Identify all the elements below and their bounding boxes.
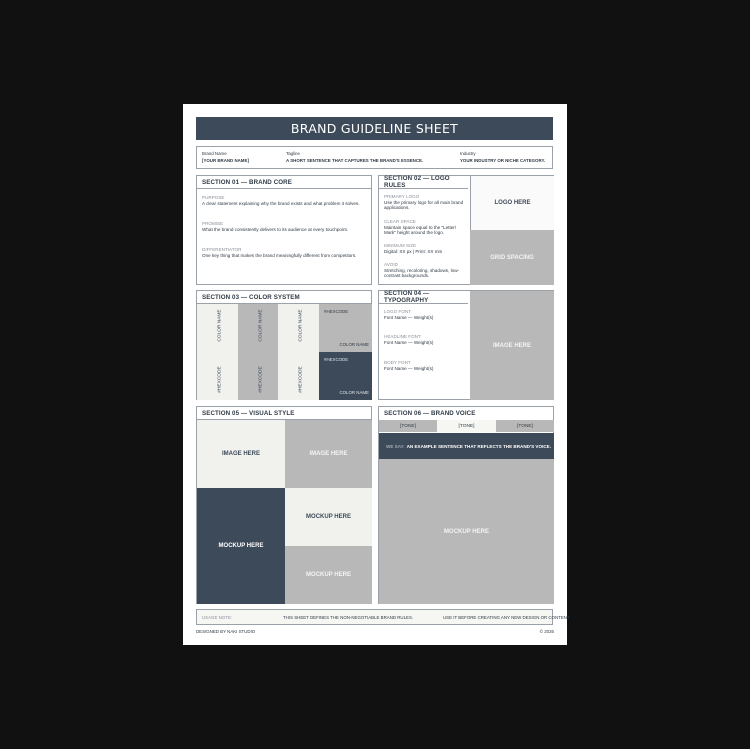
section-06-title: SECTION 06 — BRAND VOICE [384, 410, 476, 417]
section-color-system [196, 290, 372, 400]
color-name-2: COLOR NAME [258, 309, 264, 342]
hexcode-2: #HEXCODE [258, 366, 264, 393]
color-swatch-4 [319, 304, 372, 352]
voice-mockup-placeholder: MOCKUP HERE [379, 459, 554, 604]
hexcode-4: #HEXCODE [324, 309, 349, 314]
primary-logo-label: PRIMARY LOGO [384, 194, 420, 199]
tone-tag-1: [TONE] [379, 420, 437, 432]
purpose-block [202, 195, 370, 206]
color-swatch-2 [238, 304, 278, 400]
minimum-size-text: Digital: XX px | Print: XX mm [384, 248, 443, 254]
section-05-title: SECTION 05 — VISUAL STYLE [197, 407, 371, 420]
tone-tag-2: [TONE] [437, 420, 496, 432]
usage-note-label: USAGE NOTE: [202, 615, 233, 620]
visual-image-2: IMAGE HERE [285, 420, 372, 488]
industry-label: Industry [460, 151, 476, 156]
logo-font-text: Font Name — Weight(s) [384, 314, 434, 320]
brand-info-bar [196, 146, 553, 169]
avoid-block [384, 262, 464, 279]
color-swatch-1 [197, 304, 238, 400]
visual-image-1: IMAGE HERE [197, 420, 285, 488]
avoid-label: AVOID [384, 262, 398, 267]
tagline-value: A SHORT SENTENCE THAT CAPTURES THE BRAND'S ESSENCE. [286, 158, 424, 163]
logo-placeholder: LOGO HERE [470, 176, 554, 230]
visual-mockup-1: MOCKUP HERE [197, 488, 285, 604]
clear-space-text: Maintain space equal to the "Letter/ Mark" height around the logo. [384, 224, 457, 236]
tone-tag-3: [TONE] [496, 420, 554, 432]
avoid-text: Stretching, recoloring, shadows, low-contrast backgrounds. [384, 267, 460, 279]
promise-label: PROMISE [202, 221, 224, 226]
color-swatch-5 [319, 352, 372, 400]
color-name-4: COLOR NAME [339, 342, 369, 347]
headline-font-label: HEADLINE FONT [384, 334, 421, 339]
visual-mockup-3: MOCKUP HERE [285, 546, 372, 604]
usage-note-bar [196, 609, 571, 625]
section-04-title: SECTION 04 — TYPOGRAPHY [379, 291, 468, 304]
brand-name-label: Brand Name [202, 151, 227, 156]
we-say-text: AN EXAMPLE SENTENCE THAT REFLECTS THE BRAND'S VOICE. [406, 443, 552, 449]
differentiator-text: One key thing that makes the brand meaningfully different from competitors. [202, 252, 357, 258]
differentiator-label: DIFFERENTIATOR [202, 247, 242, 252]
section-03-title: SECTION 03 — COLOR SYSTEM [197, 291, 371, 304]
usage-note-center: THIS SHEET DEFINES THE NON-NEGOTIABLE BRAND RULES. [283, 615, 414, 620]
section-brand-voice [378, 406, 554, 604]
minimum-size-block [384, 243, 464, 254]
clear-space-block [384, 219, 464, 236]
color-name-5: COLOR NAME [339, 390, 369, 395]
section-typography [378, 290, 554, 400]
section-01-title: SECTION 01 — BRAND CORE [197, 176, 371, 189]
headline-font-block [384, 334, 464, 345]
typography-image-placeholder: IMAGE HERE [470, 291, 554, 400]
industry-value: YOUR INDUSTRY OR NICHE CATEGORY. [460, 158, 546, 163]
headline-font-text: Font Name — Weight(s) [384, 339, 434, 345]
color-swatch-3 [278, 304, 319, 400]
designer-credit: DESIGNED BY NAKI STUDIO [196, 629, 256, 634]
hexcode-3: #HEXCODE [298, 366, 304, 393]
section-visual-style [196, 406, 372, 604]
section-logo-rules [378, 175, 554, 285]
body-font-text: Font Name — Weight(s) [384, 365, 434, 371]
body-font-block [384, 360, 464, 371]
page-title: BRAND GUIDELINE SHEET [196, 117, 553, 140]
we-say-bar [379, 433, 554, 459]
copyright-year: © 2026 [539, 629, 554, 634]
visual-mockup-2: MOCKUP HERE [285, 488, 372, 546]
usage-note-right: USE IT BEFORE CREATING ANY NEW DESIGN OR CONTENT. [443, 615, 571, 620]
guideline-sheet [183, 104, 571, 645]
color-name-3: COLOR NAME [298, 309, 304, 342]
clear-space-label: CLEAR SPACE [384, 219, 416, 224]
brand-name-value: [YOUR BRAND NAME] [202, 158, 249, 163]
primary-logo-block [384, 194, 464, 211]
section-02-title: SECTION 02 — LOGO RULES [379, 176, 468, 189]
tagline-label: Tagline [286, 151, 300, 156]
body-font-label: BODY FONT [384, 360, 411, 365]
grid-spacing-placeholder: GRID SPACING [470, 230, 554, 285]
color-name-1: COLOR NAME [217, 309, 223, 342]
hexcode-1: #HEXCODE [217, 366, 223, 393]
purpose-text: A clear statement explaining why the brand exists and what problem it solves. [202, 200, 360, 206]
section-brand-core [196, 175, 372, 285]
we-say-label: WE SAY: [386, 443, 405, 449]
promise-block [202, 221, 370, 232]
differentiator-block [202, 247, 370, 258]
primary-logo-text: Use the primary logo for all main brand applications. [384, 199, 464, 211]
purpose-label: PURPOSE [202, 195, 225, 200]
hexcode-5: #HEXCODE [324, 357, 349, 362]
promise-text: What the brand consistently delivers to its audience at every touchpoint. [202, 226, 349, 232]
logo-font-label: LOGO FONT [384, 309, 412, 314]
minimum-size-label: MINIMUM SIZE [384, 243, 417, 248]
logo-font-block [384, 309, 464, 320]
